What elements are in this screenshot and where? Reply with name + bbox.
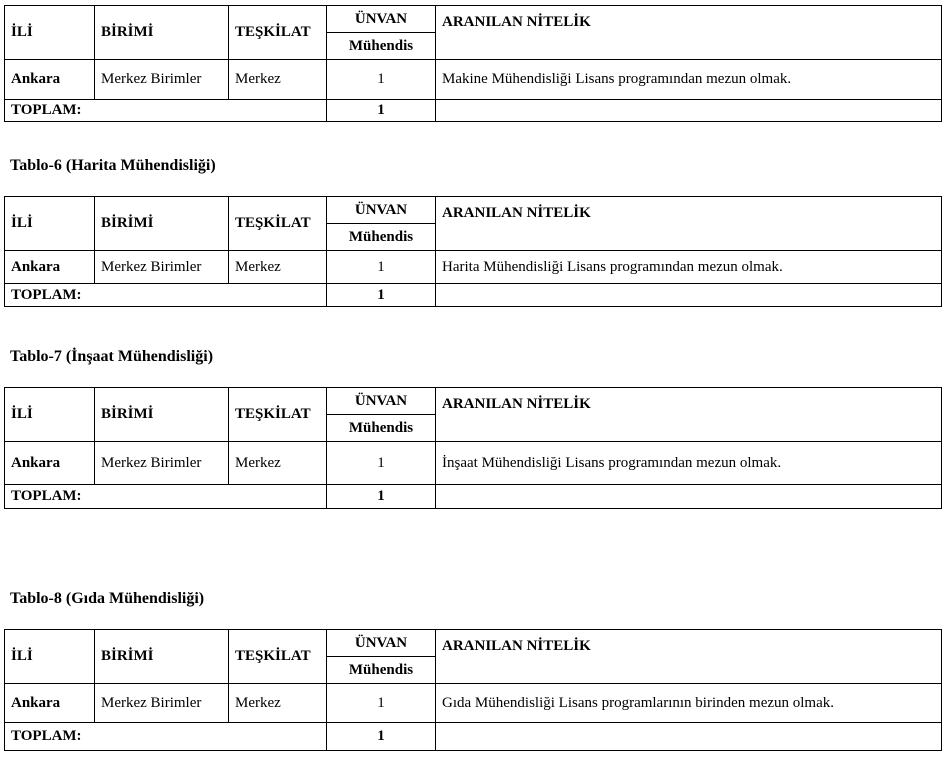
total-empty bbox=[436, 485, 942, 509]
cell-teskilat: Merkez bbox=[229, 442, 327, 485]
total-label: TOPLAM: bbox=[5, 100, 327, 122]
header-birimi: BİRİMİ bbox=[95, 388, 229, 442]
header-ili: İLİ bbox=[5, 197, 95, 251]
cell-teskilat: Merkez bbox=[229, 251, 327, 284]
cell-count: 1 bbox=[327, 251, 436, 284]
header-unvan-muhendis: Mühendis bbox=[327, 33, 436, 60]
header-ili: İLİ bbox=[5, 388, 95, 442]
total-label: TOPLAM: bbox=[5, 485, 327, 509]
cell-ili: Ankara bbox=[5, 442, 95, 485]
header-birimi: BİRİMİ bbox=[95, 630, 229, 684]
total-label: TOPLAM: bbox=[5, 284, 327, 307]
header-nitelik: ARANILAN NİTELİK bbox=[436, 6, 942, 60]
total-empty bbox=[436, 284, 942, 307]
total-value: 1 bbox=[327, 723, 436, 751]
total-value: 1 bbox=[327, 100, 436, 122]
cell-nitelik: İnşaat Mühendisliği Lisans programından mezun olmak. bbox=[436, 442, 942, 485]
table-makine bbox=[4, 5, 942, 122]
header-nitelik: ARANILAN NİTELİK bbox=[436, 630, 942, 684]
caption-tablo-7: Tablo-7 (İnşaat Mühendisliği) bbox=[10, 348, 214, 365]
header-nitelik: ARANILAN NİTELİK bbox=[436, 197, 942, 251]
table-gida bbox=[4, 629, 942, 751]
header-teskilat: TEŞKİLAT bbox=[229, 6, 327, 60]
table-row bbox=[5, 251, 942, 284]
header-unvan: ÜNVAN bbox=[327, 197, 436, 224]
cell-ili: Ankara bbox=[5, 60, 95, 100]
cell-birimi: Merkez Birimler bbox=[95, 684, 229, 723]
cell-birimi: Merkez Birimler bbox=[95, 442, 229, 485]
total-row bbox=[5, 723, 942, 751]
header-unvan-muhendis: Mühendis bbox=[327, 657, 436, 684]
header-ili: İLİ bbox=[5, 630, 95, 684]
header-ili: İLİ bbox=[5, 6, 95, 60]
total-row bbox=[5, 485, 942, 509]
header-unvan: ÜNVAN bbox=[327, 6, 436, 33]
cell-count: 1 bbox=[327, 60, 436, 100]
total-value: 1 bbox=[327, 485, 436, 509]
header-nitelik: ARANILAN NİTELİK bbox=[436, 388, 942, 442]
cell-birimi: Merkez Birimler bbox=[95, 251, 229, 284]
total-empty bbox=[436, 723, 942, 751]
cell-count: 1 bbox=[327, 442, 436, 485]
total-label: TOPLAM: bbox=[5, 723, 327, 751]
cell-count: 1 bbox=[327, 684, 436, 723]
header-teskilat: TEŞKİLAT bbox=[229, 388, 327, 442]
table-row bbox=[5, 684, 942, 723]
cell-teskilat: Merkez bbox=[229, 684, 327, 723]
header-birimi: BİRİMİ bbox=[95, 197, 229, 251]
header-unvan: ÜNVAN bbox=[327, 630, 436, 657]
table-harita bbox=[4, 196, 942, 307]
cell-ili: Ankara bbox=[5, 251, 95, 284]
total-row bbox=[5, 284, 942, 307]
table-row bbox=[5, 442, 942, 485]
cell-nitelik: Makine Mühendisliği Lisans programından mezun olmak. bbox=[436, 60, 942, 100]
header-teskilat: TEŞKİLAT bbox=[229, 197, 327, 251]
header-birimi: BİRİMİ bbox=[95, 6, 229, 60]
cell-teskilat: Merkez bbox=[229, 60, 327, 100]
cell-nitelik: Harita Mühendisliği Lisans programından mezun olmak. bbox=[436, 251, 942, 284]
cell-ili: Ankara bbox=[5, 684, 95, 723]
header-unvan-muhendis: Mühendis bbox=[327, 415, 436, 442]
header-unvan-muhendis: Mühendis bbox=[327, 224, 436, 251]
total-value: 1 bbox=[327, 284, 436, 307]
total-row bbox=[5, 100, 942, 122]
table-insaat bbox=[4, 387, 942, 509]
caption-tablo-6: Tablo-6 (Harita Mühendisliği) bbox=[10, 157, 216, 174]
header-teskilat: TEŞKİLAT bbox=[229, 630, 327, 684]
header-unvan: ÜNVAN bbox=[327, 388, 436, 415]
total-empty bbox=[436, 100, 942, 122]
caption-tablo-8: Tablo-8 (Gıda Mühendisliği) bbox=[10, 590, 205, 607]
cell-nitelik: Gıda Mühendisliği Lisans programlarının birinden mezun olmak. bbox=[436, 684, 942, 723]
table-row bbox=[5, 60, 942, 100]
cell-birimi: Merkez Birimler bbox=[95, 60, 229, 100]
